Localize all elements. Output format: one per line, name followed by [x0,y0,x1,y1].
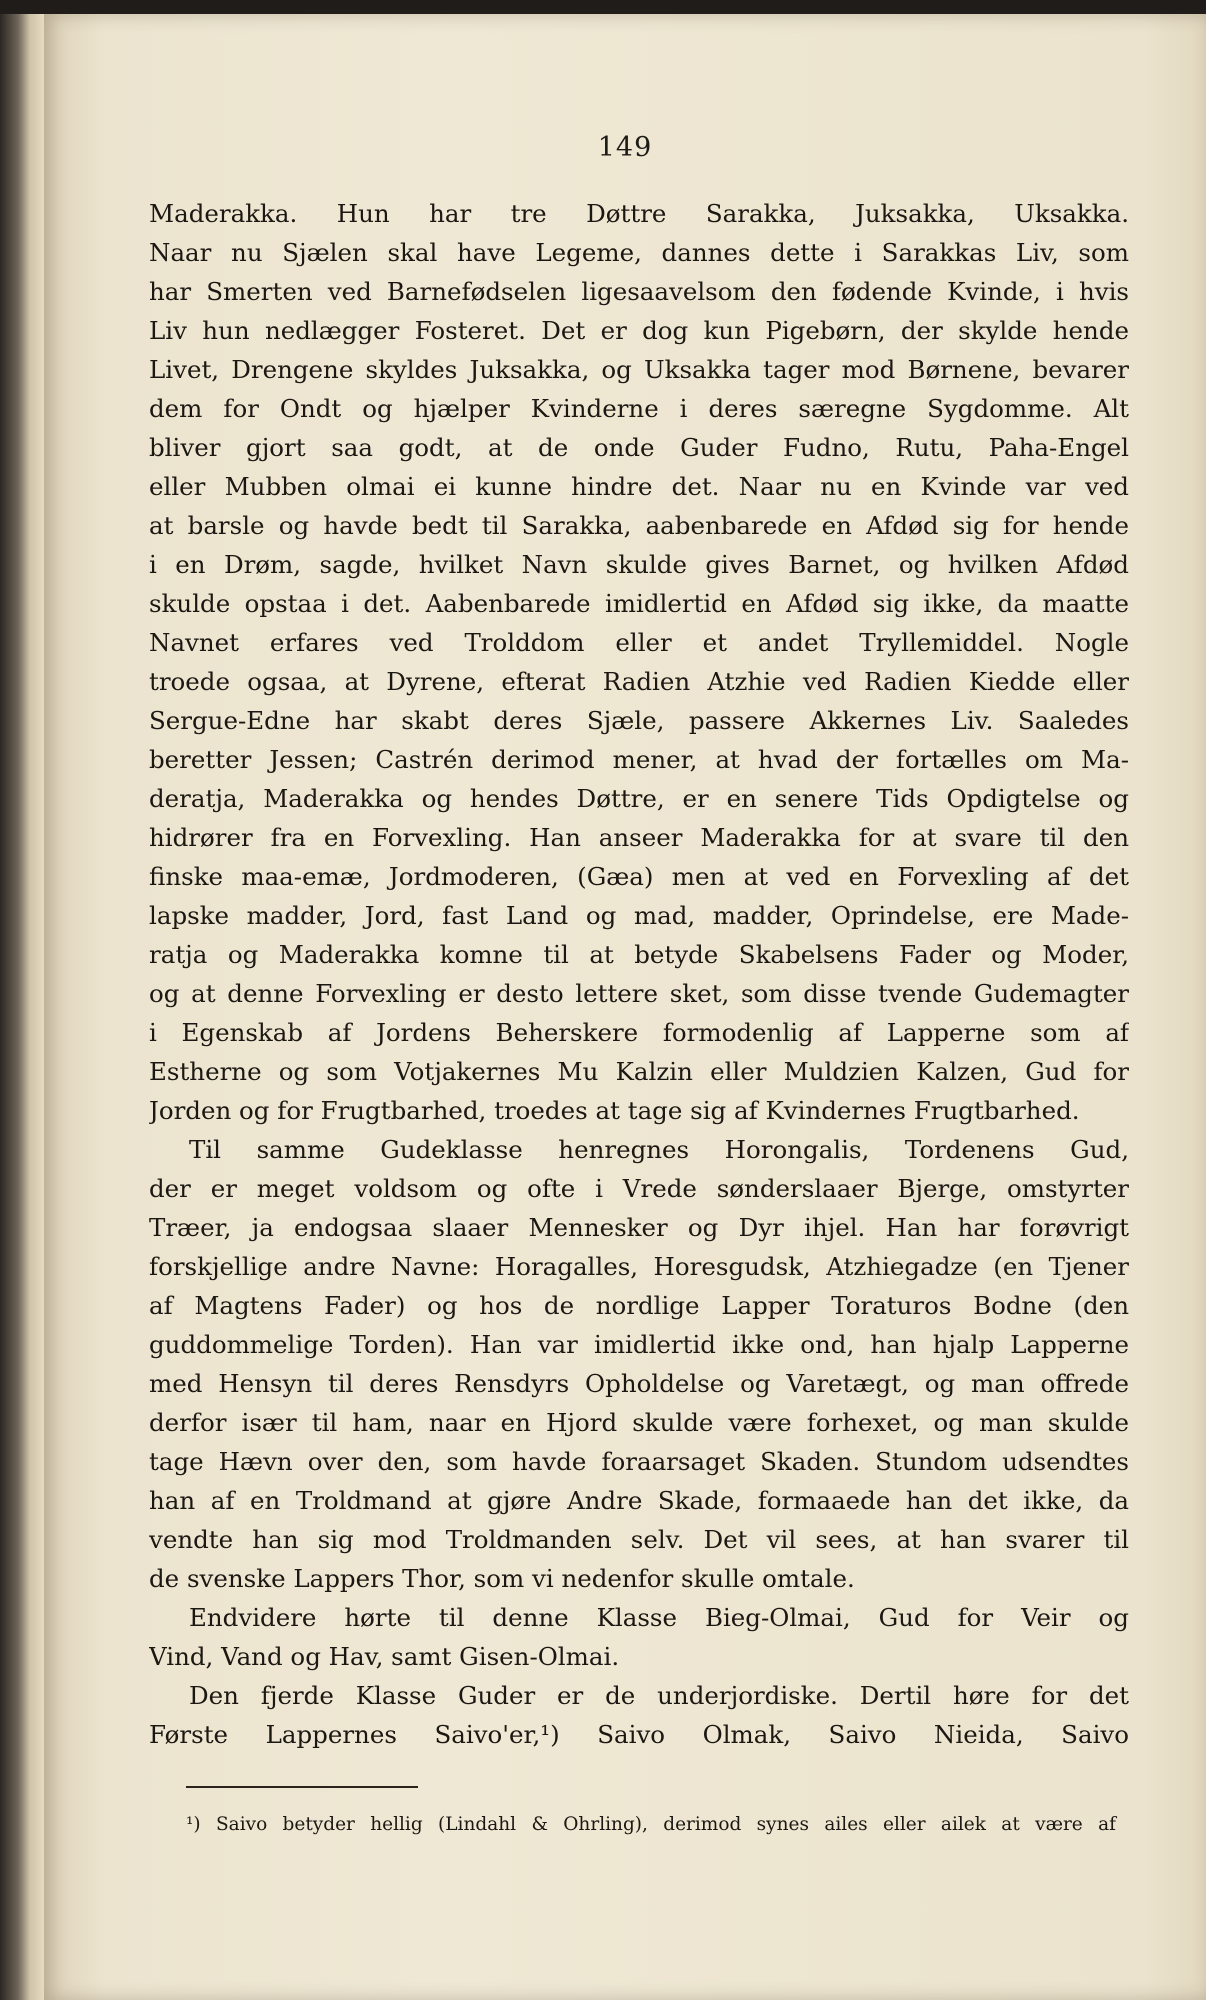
footnote-rule [186,1786,418,1788]
text-line: beretter Jessen; Castrén derimod mener, at hvad der fortælles om Ma- [149,745,1129,774]
text-line: at barsle og havde bedt til Sarakka, aabenbarede en Afdød sig for hende [149,511,1129,540]
text-line: Navnet erfares ved Trolddom eller et andet Tryllemiddel. Nogle [149,628,1129,657]
text-line: Livet, Drengene skyldes Juksakka, og Uksakka tager mod Børnene, bevarer [149,355,1129,384]
text-line: han af en Troldmand at gjøre Andre Skade, formaaede han det ikke, da [149,1486,1129,1515]
text-line: Vind, Vand og Hav, samt Gisen-Olmai. [149,1642,620,1671]
text-line: guddommelige Torden). Han var imidlertid ikke ond, han hjalp Lapperne [149,1330,1129,1359]
text-line: af Magtens Fader) og hos de nordlige Lapper Toraturos Bodne (den [149,1291,1129,1320]
text-line: Naar nu Sjælen skal have Legeme, dannes dette i Sarakkas Liv, som [149,238,1129,267]
text-line: hidrører fra en Forvexling. Han anseer Maderakka for at svare til den [149,823,1129,852]
text-line: vendte han sig mod Troldmanden selv. Det vil sees, at han svarer til [149,1525,1129,1554]
text-line: dem for Ondt og hjælper Kvinderne i deres særegne Sygdomme. Alt [149,394,1129,423]
text-line: Sergue-Edne har skabt deres Sjæle, passere Akkernes Liv. Saaledes [149,706,1129,735]
footnote: ¹) Saivo betyder hellig (Lindahl & Ohrling), derimod synes ailes eller ailek at være af [186,1814,1116,1835]
text-line: i Egenskab af Jordens Beherskere formodenlig af Lapperne som af [149,1018,1129,1047]
text-line: forskjellige andre Navne: Horagalles, Horesgudsk, Atzhiegadze (en Tjener [149,1252,1129,1281]
text-line: der er meget voldsom og ofte i Vrede sønderslaaer Bjerge, omstyrter [149,1174,1129,1203]
page-number: 149 [597,132,653,163]
text-line: tage Hævn over den, som havde foraarsaget Skaden. Stundom udsendtes [149,1447,1129,1476]
text-line: eller Mubben olmai ei kunne hindre det. Naar nu en Kvinde var ved [149,472,1129,501]
scan-top-edge [0,0,1206,14]
text-line: Første Lappernes Saivo'er,¹) Saivo Olmak, Saivo Nieida, Saivo [149,1720,1129,1749]
text-line: ratja og Maderakka komne til at betyde Skabelsens Fader og Moder, [149,940,1129,969]
text-line: i en Drøm, sagde, hvilket Navn skulde gives Barnet, og hvilken Afdød [149,550,1129,579]
text-line: Estherne og som Votjakernes Mu Kalzin eller Muldzien Kalzen, Gud for [149,1057,1129,1086]
text-line: Træer, ja endogsaa slaaer Mennesker og Dyr ihjel. Han har forøvrigt [149,1213,1129,1242]
text-line: skulde opstaa i det. Aabenbarede imidlertid en Afdød sig ikke, da maatte [149,589,1129,618]
text-line: Jorden og for Frugtbarhed, troedes at tage sig af Kvindernes Frugtbarhed. [149,1096,1080,1125]
text-line: har Smerten ved Barnefødselen ligesaavelsom den fødende Kvinde, i hvis [149,277,1129,306]
text-line: bliver gjort saa godt, at de onde Guder Fudno, Rutu, Paha-Engel [149,433,1129,462]
text-line: med Hensyn til deres Rensdyrs Opholdelse og Varetægt, og man offrede [149,1369,1129,1398]
text-line: lapske madder, Jord, fast Land og mad, madder, Oprindelse, ere Made- [149,901,1129,930]
body-text [149,194,1129,1754]
text-line: de svenske Lappers Thor, som vi nedenfor skulle omtale. [149,1564,855,1593]
text-line: Til samme Gudeklasse henregnes Horongalis, Tordenens Gud, [189,1135,1129,1164]
book-page [44,14,1206,2000]
text-line: troede ogsaa, at Dyrene, efterat Radien Atzhie ved Radien Kiedde eller [149,667,1129,696]
text-line: derfor især til ham, naar en Hjord skulde være forhexet, og man skulde [149,1408,1129,1437]
text-line: og at denne Forvexling er desto lettere sket, som disse tvende Gudemagter [149,979,1129,1008]
text-line: finske maa-emæ, Jordmoderen, (Gæa) men at ved en Forvexling af det [149,862,1129,891]
text-line: Den fjerde Klasse Guder er de underjordiske. Dertil høre for det [189,1681,1129,1710]
text-line: deratja, Maderakka og hendes Døttre, er en senere Tids Opdigtelse og [149,784,1129,813]
text-line: Maderakka. Hun har tre Døttre Sarakka, Juksakka, Uksakka. [149,199,1129,228]
text-line: Endvidere hørte til denne Klasse Bieg-Olmai, Gud for Veir og [189,1603,1129,1632]
text-line: Liv hun nedlægger Fosteret. Det er dog kun Pigebørn, der skylde hende [149,316,1129,345]
